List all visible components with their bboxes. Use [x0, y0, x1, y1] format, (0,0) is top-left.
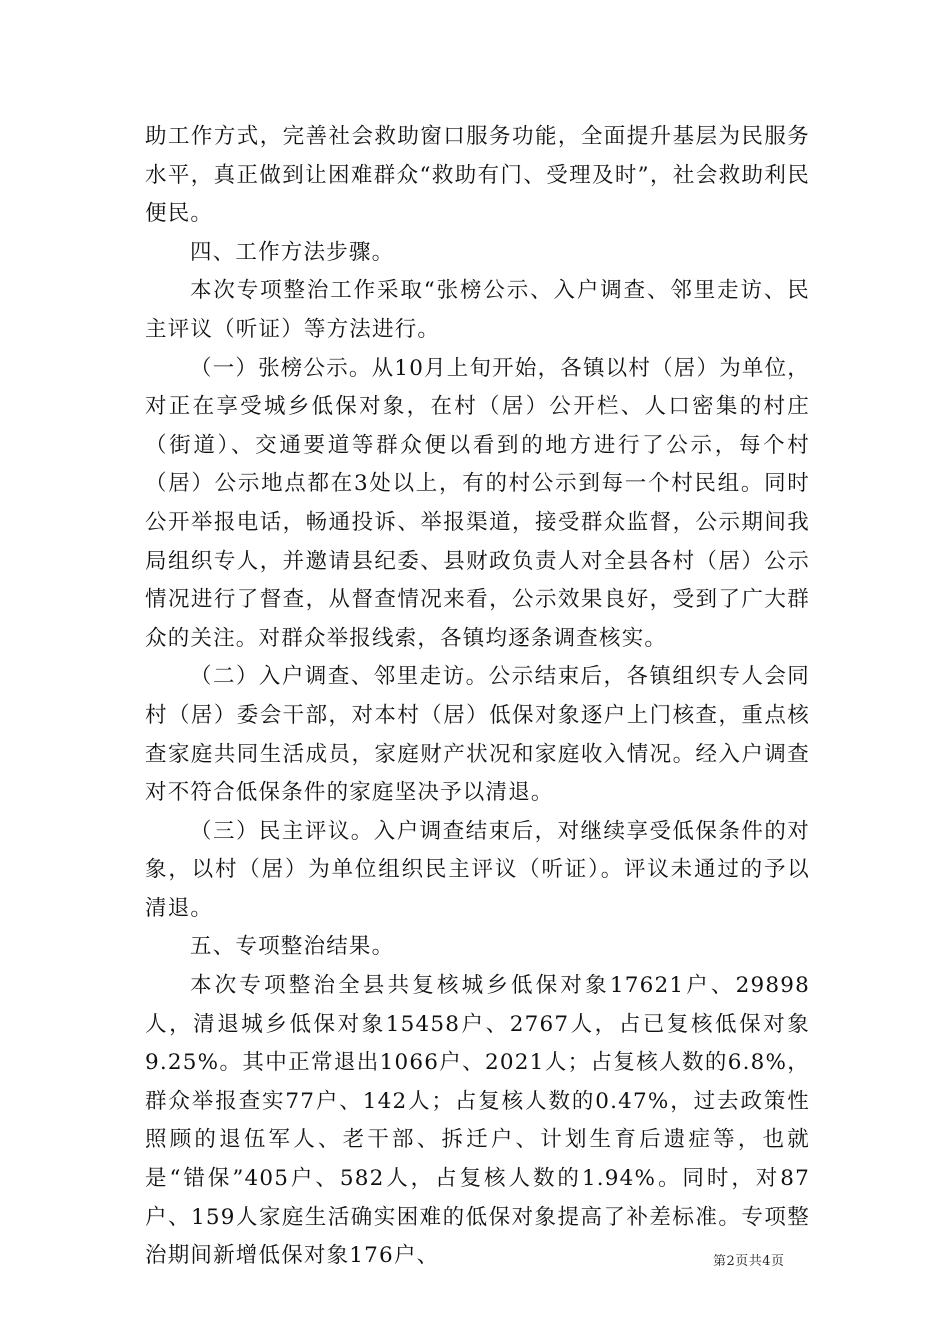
paragraph-household-survey: （二）入户调查、邻里走访。公示结束后，各镇组织专人会同村（居）委会干部，对本村（居）低保对象逐户上门核查，重点核查家庭共同生活成员，家庭财产状况和家庭收入情况。经入户调查对不符合低保条件的家庭坚决予以清退。 [145, 664, 810, 806]
paragraph-results-statistics: 本次专项整治全县共复核城乡低保对象17621户、29898人，清退城乡低保对象15458户、2767人，占已复核低保对象9.25%。其中正常退出1066户、2021人；占复核人数的6.8%，群众举报查实77户、142人；占复核人数的0.47%，过去政策性照顾的退伍军人、老干部、拆迁户、计划生育后遗症等，也就是“错保”405户、582人，占复核人数的1.94%。同时，对87户、159人家庭生活确实困难的低保对象提高了补差标准。专项整治期间新增低保对象176户、 [145, 973, 810, 1269]
paragraph-public-notice: （一）张榜公示。从10月上旬开始，各镇以村（居）为单位，对正在享受城乡低保对象，在村（居）公开栏、人口密集的村庄（街道）、交通要道等群众便以看到的地方进行了公示，每个村（居）公示地点都在3处以上，有的村公示到每一个村民组。同时公开举报电话，畅通投诉、举报渠道，接受群众监督，公示期间我局组织专人，并邀请县纪委、县财政负责人对全县各村（居）公示情况进行了督查，从督查情况来看，公示效果良好，受到了广大群众的关注。对群众举报线索，各镇均逐条调查核实。 [145, 355, 810, 651]
heading-rectification-results: 五、专项整治结果。 [190, 934, 395, 960]
document-body [145, 118, 810, 1276]
page-number-footer: 第2页共4页 [713, 1254, 785, 1269]
paragraph-democratic-review: （三）民主评议。入户调查结束后，对继续享受低保条件的对象，以村（居）为单位组织民主评议（听证）。评议未通过的予以清退。 [145, 818, 810, 921]
paragraph-method-overview: 本次专项整治工作采取“张榜公示、入户调查、邻里走访、民主评议（听证）等方法进行。 [145, 278, 810, 342]
heading-work-method-steps: 四、工作方法步骤。 [190, 239, 395, 265]
paragraph-intro-continuation: 助工作方式，完善社会救助窗口服务功能，全面提升基层为民服务水平，真正做到让困难群众“救助有门、受理及时”，社会救助利民便民。 [145, 124, 810, 227]
